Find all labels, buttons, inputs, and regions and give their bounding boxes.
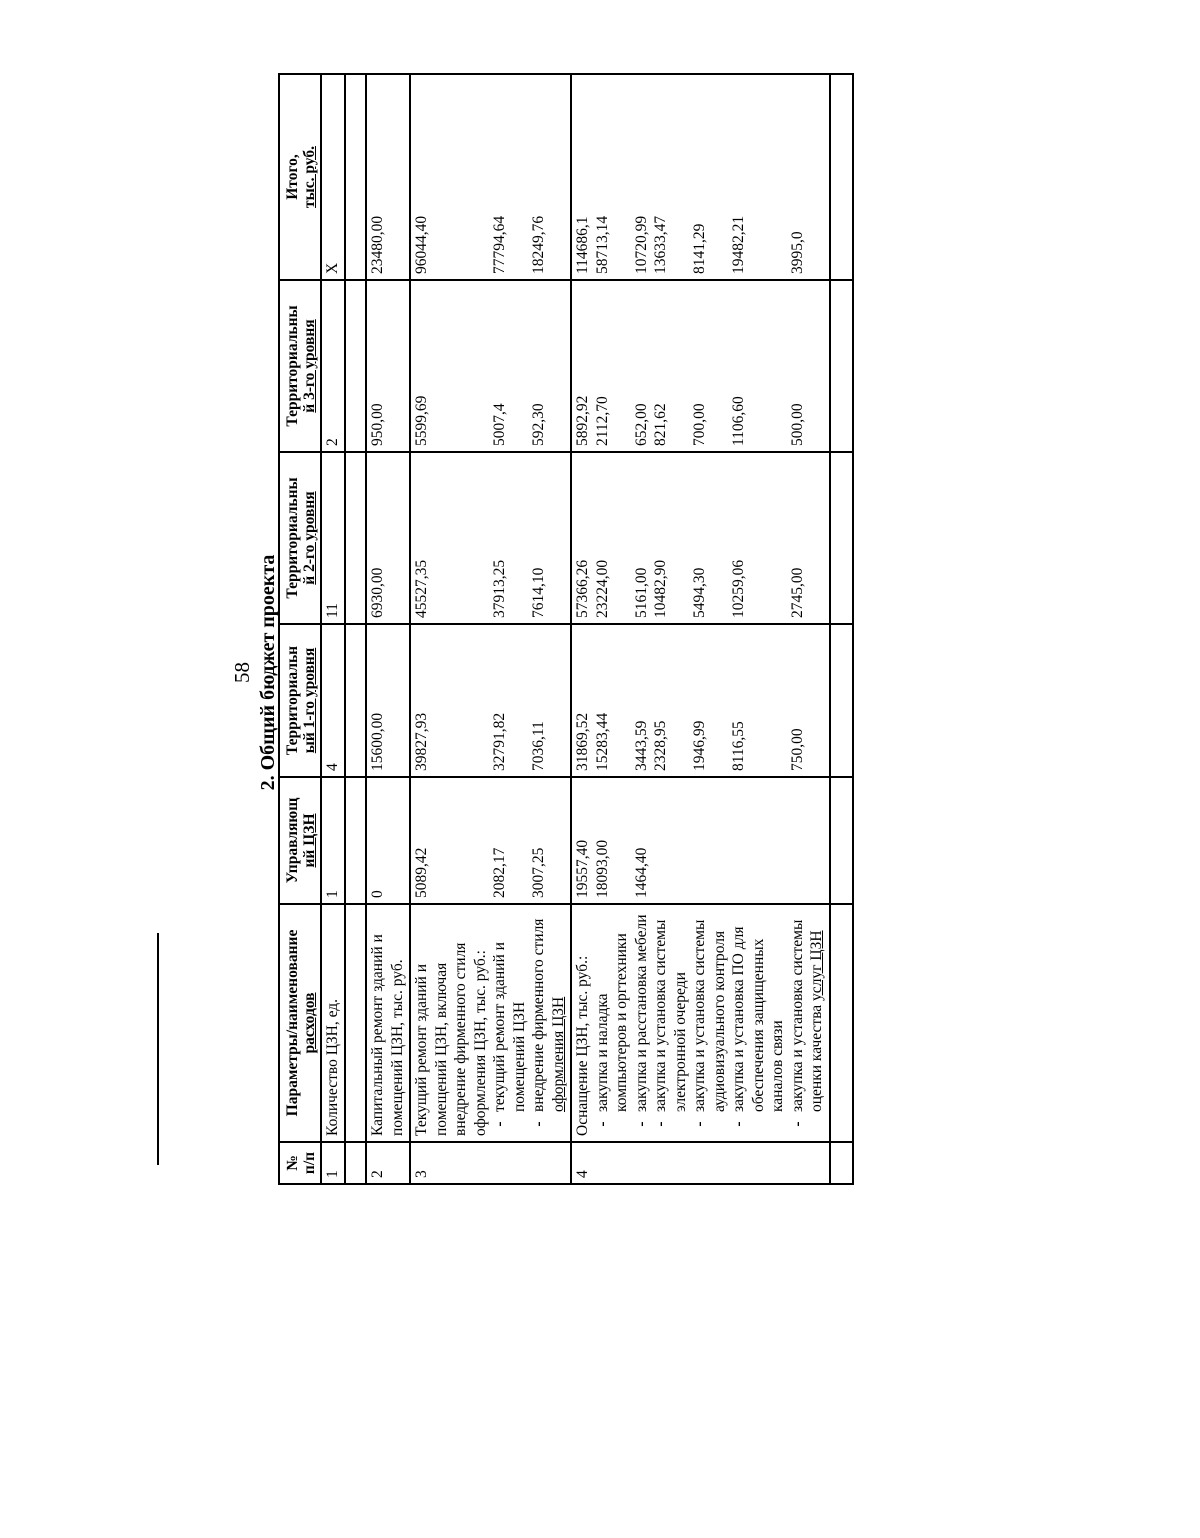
value: 5007,4 (491, 403, 508, 446)
cell-t3: 2 (321, 280, 345, 452)
value: 37913,25 (491, 559, 508, 618)
list-item (529, 910, 568, 1136)
value: 19557,40 (574, 839, 591, 898)
value: 3443,59 (632, 720, 650, 771)
cell-t2: 6930,00 (366, 452, 410, 624)
page-number: 58 (230, 662, 254, 683)
rotated-page (227, 75, 833, 1185)
value: 32791,82 (491, 712, 508, 771)
list-item (729, 910, 788, 1136)
cell-empty (830, 904, 853, 1142)
value: 750,00 (788, 728, 806, 771)
cell-name: Капитальный ремонт зданий и помещений ЦЗН, тыс. руб. (366, 904, 410, 1142)
value: 77794,64 (491, 215, 508, 274)
left-margin-line (157, 933, 159, 1165)
value: 8141,29 (691, 223, 708, 274)
value: 10720,99 (632, 215, 650, 274)
value: 3995,0 (788, 231, 806, 274)
cell-no: 2 (366, 1142, 410, 1184)
cell-name: Количество ЦЗН, ед. (321, 904, 345, 1142)
table-row-empty (830, 74, 853, 1184)
sub-item-label: закупка и установка ПО для обеспечения защищенных каналов связи (730, 926, 786, 1112)
bullet: - (491, 1121, 508, 1127)
bullet: - (632, 1121, 650, 1127)
value: 58713,14 (593, 215, 611, 274)
cell-empty (345, 280, 366, 452)
header-total: Итого, тыс. руб. (279, 74, 321, 280)
cell-empty (345, 904, 366, 1142)
cell-mgmt: 0 (366, 777, 410, 904)
header-t1: Территориальн ый 1-го уровня (279, 624, 321, 777)
cell-t1 (410, 624, 571, 777)
list-item (593, 910, 632, 1136)
item-label: Текущий ремонт зданий и помещений ЦЗН, включая внедрение фирменного стиля оформления ЦЗН, тыс. руб.: (413, 942, 489, 1136)
cell-mgmt (410, 777, 571, 904)
value: 1106,60 (730, 396, 747, 446)
value: 23224,00 (593, 559, 611, 618)
cell-name (571, 904, 830, 1142)
cell-total (571, 74, 830, 280)
header-no: № п/п (279, 1142, 321, 1184)
cell-empty (345, 777, 366, 904)
list-item (788, 910, 827, 1136)
cell-no: 1 (321, 1142, 345, 1184)
sub-item-label: закупка и расстановка мебели (632, 914, 650, 1112)
cell-empty (830, 280, 853, 452)
cell-total: 23480,00 (366, 74, 410, 280)
bullet: - (691, 1121, 708, 1127)
table-row-equipment (571, 74, 830, 1184)
value: 500,00 (788, 403, 806, 446)
bullet: - (730, 1121, 747, 1127)
value: 2112,70 (593, 396, 611, 446)
cell-t1: 15600,00 (366, 624, 410, 777)
cell-empty (345, 74, 366, 280)
header-name: Параметры/наименование расходов (279, 904, 321, 1142)
value: 10259,06 (730, 559, 747, 618)
header-t2: Территориальны й 2-го уровня (279, 452, 321, 624)
cell-empty (345, 452, 366, 624)
table-row-current-repair (410, 74, 571, 1184)
table-row-capital-repair (366, 74, 410, 1184)
cell-t3 (571, 280, 830, 452)
value: 700,00 (691, 403, 708, 446)
header-mgmt: Управляющ ий ЦЗН (279, 777, 321, 904)
value: 592,30 (530, 403, 547, 446)
sub-item-label: закупка и установка системы электронной очереди (652, 919, 689, 1112)
cell-t2 (571, 452, 830, 624)
value: 652,00 (632, 403, 650, 446)
value: 1946,99 (691, 720, 708, 771)
cell-no: 4 (571, 1142, 830, 1184)
cell-empty (830, 452, 853, 624)
table-row-empty (345, 74, 366, 1184)
value: 1464,40 (632, 847, 650, 898)
sub-item-label: закупка и установка системы аудиовизуального контроля (691, 919, 728, 1112)
list-item (690, 910, 729, 1136)
cell-empty (830, 624, 853, 777)
value: 45527,35 (413, 559, 430, 618)
list-item (651, 910, 690, 1136)
sub-item-label: закупка и наладка компьютеров и оргтехники (593, 933, 630, 1112)
value: 114686,1 (574, 216, 591, 274)
value: 7036,11 (530, 721, 547, 771)
table-row-count (321, 74, 345, 1184)
item-label: Оснащение ЦЗН, тыс. руб.: (574, 955, 591, 1136)
cell-empty (345, 624, 366, 777)
cell-t1: 4 (321, 624, 345, 777)
value: 3007,25 (530, 847, 547, 898)
budget-table (278, 73, 854, 1185)
list-item (490, 910, 529, 1136)
list-item (632, 910, 652, 1136)
value: 2328,95 (652, 720, 669, 771)
cell-mgmt (571, 777, 830, 904)
value: 39827,93 (413, 712, 430, 771)
value: 5599,69 (413, 395, 430, 446)
value: 8116,55 (730, 721, 747, 771)
cell-empty (345, 1142, 366, 1184)
section-title: 2. Общий бюджет проекта (257, 554, 279, 791)
value: 2082,17 (491, 847, 508, 898)
cell-name (410, 904, 571, 1142)
cell-empty (830, 777, 853, 904)
cell-no: 3 (410, 1142, 571, 1184)
bullet: - (530, 1121, 547, 1127)
value: 5161,00 (632, 567, 650, 618)
value: 18093,00 (593, 839, 611, 898)
bullet: - (652, 1121, 669, 1127)
cell-t2 (410, 452, 571, 624)
value: 7614,10 (530, 567, 547, 618)
sub-item-label: закупка и установка системы оценки качества услуг ЦЗН (788, 919, 825, 1112)
cell-t3 (410, 280, 571, 452)
sub-item-label: текущий ремонт зданий и помещений ЦЗН (491, 942, 528, 1112)
value: 13633,47 (652, 215, 669, 274)
header-row (279, 74, 321, 1184)
value: 2745,00 (788, 567, 806, 618)
value: 5494,30 (691, 567, 708, 618)
value: 5089,42 (413, 847, 430, 898)
value: 821,62 (652, 403, 669, 446)
value: 31869,52 (574, 712, 591, 771)
bullet: - (593, 1121, 611, 1127)
value: 18249,76 (530, 215, 547, 274)
cell-t2: 11 (321, 452, 345, 624)
value: 15283,44 (593, 712, 611, 771)
cell-total: X (321, 74, 345, 280)
bullet: - (788, 1121, 806, 1127)
cell-empty (830, 74, 853, 280)
sub-item-label: внедрение фирменного стиля оформления ЦЗН (530, 918, 567, 1112)
value: 5892,92 (574, 395, 591, 446)
value: 57366,26 (574, 559, 591, 618)
cell-total (410, 74, 571, 280)
header-t3: Территориальны й 3-го уровня (279, 280, 321, 452)
value: 19482,21 (730, 215, 747, 274)
value: 96044,40 (413, 215, 430, 274)
cell-mgmt: 1 (321, 777, 345, 904)
cell-t1 (571, 624, 830, 777)
cell-empty (830, 1142, 853, 1184)
cell-t3: 950,00 (366, 280, 410, 452)
value: 10482,90 (652, 559, 669, 618)
